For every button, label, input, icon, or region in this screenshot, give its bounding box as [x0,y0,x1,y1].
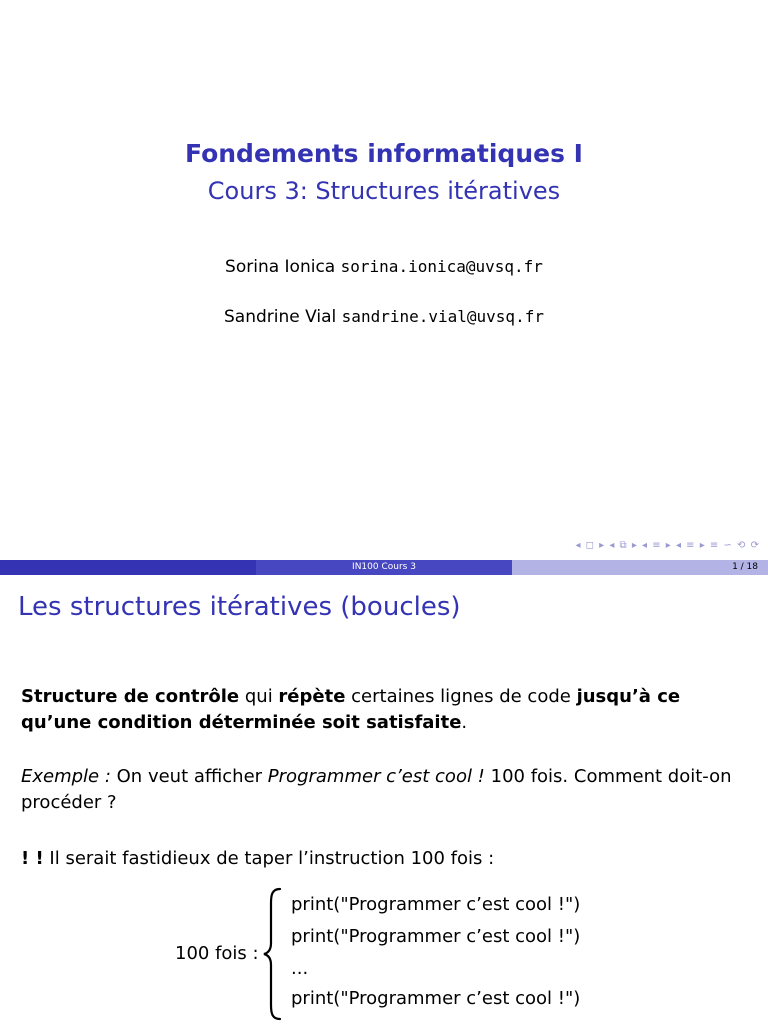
author-line-2 [0,307,768,327]
code-ellipsis: ... [291,958,309,979]
repeat-label: 100 fois : [175,943,259,964]
text: 100 fois. Comment doit-on procéder ? [21,766,732,813]
footer-segment-left [0,560,256,575]
bold-text: ! ! [21,848,44,869]
definition-paragraph [21,684,738,736]
code-line: print("Programmer c’est cool !") [291,926,581,947]
text: . [461,712,468,733]
content-slide [0,575,768,1024]
author-email: sorina.ionica@uvsq.fr [340,257,543,276]
bold-text: Structure de contrôle [21,686,240,707]
italic-text: Programmer c’est cool ! [267,766,485,787]
text: certaines lignes de code [345,686,577,707]
author-line-1 [0,257,768,277]
footer-page-number: 1 / 18 [512,560,768,575]
italic-text: Exemple : [21,766,111,787]
code-line: print("Programmer c’est cool !") [291,894,581,915]
text: On veut afficher [110,766,268,787]
text: qui [239,686,279,707]
warning-paragraph [21,846,738,872]
presentation-title: Fondements informatiques I [185,139,583,168]
left-brace-icon [262,887,284,1021]
example-paragraph [21,764,738,816]
beamer-navigation-bar[interactable]: ◂ ◻ ▸ ◂ ⧉ ▸ ◂ ≡ ▸ ◂ ≡ ▸ ≡ ∽ ⟲ ⟳ [575,540,760,551]
author-name: Sandrine Vial [224,307,337,327]
frame-title: Les structures itératives (boucles) [18,592,461,622]
slide-footer [0,560,768,575]
author-email: sandrine.vial@uvsq.fr [341,307,544,326]
code-line: print("Programmer c’est cool !") [291,988,581,1009]
bold-text: jusqu’à ce qu’une condition déterminée soit satisfaite [21,686,681,733]
bold-text: répète [278,686,346,707]
text: Il serait fastidieux de taper l’instruction 100 fois : [43,848,495,869]
author-name: Sorina Ionica [225,257,336,277]
presentation-subtitle: Cours 3: Structures itératives [207,177,561,205]
footer-course-label: IN100 Cours 3 [256,560,512,575]
